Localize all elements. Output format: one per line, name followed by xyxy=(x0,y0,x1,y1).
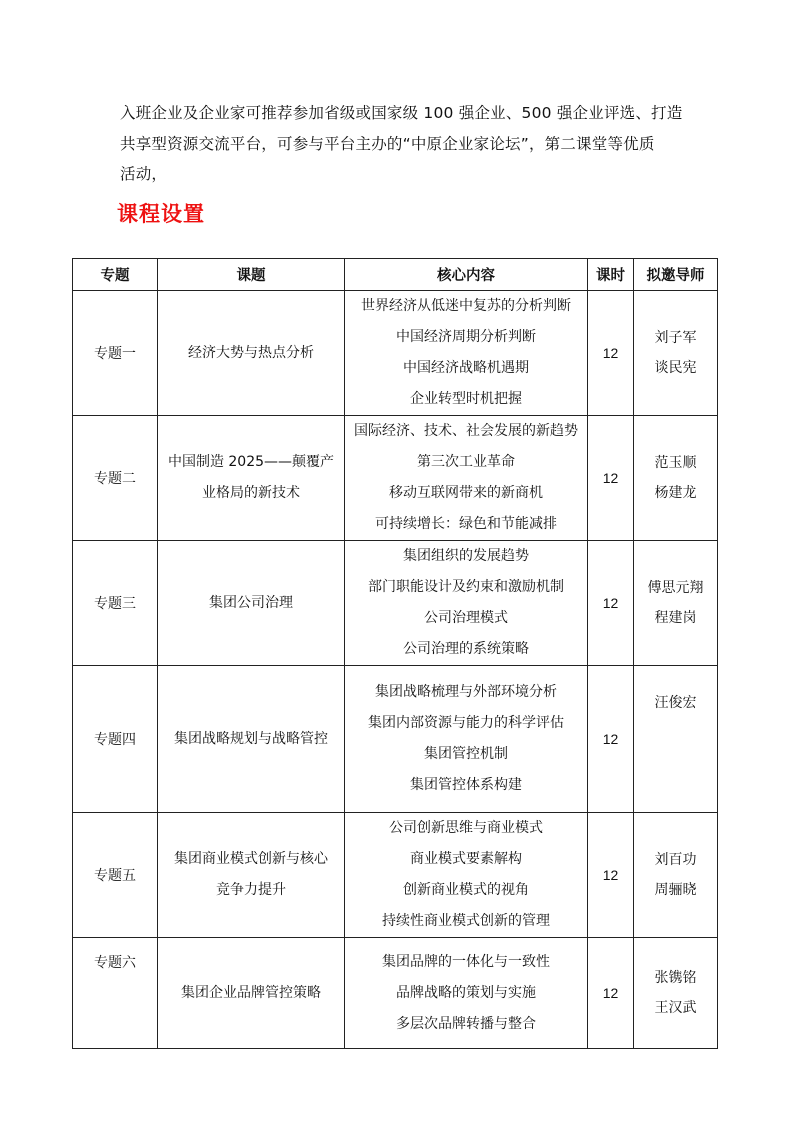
table-row xyxy=(73,813,718,938)
hours-cell: 12 xyxy=(588,416,634,541)
teachers-cell xyxy=(634,416,718,541)
content-line: 公司治理模式 xyxy=(424,610,508,626)
content-line: 创新商业模式的视角 xyxy=(403,882,529,898)
content-line: 多层次品牌转播与整合 xyxy=(396,1015,536,1032)
subject-line: 业格局的新技术 xyxy=(202,485,300,501)
teacher-name: 张镌铭 xyxy=(654,970,697,986)
subject-cell xyxy=(158,666,345,813)
teacher-name: 杨建龙 xyxy=(654,485,697,501)
topic-cell: 专题二 xyxy=(73,416,158,541)
content-cell xyxy=(345,938,588,1049)
intro-line: 活动， xyxy=(120,165,168,183)
table-row xyxy=(73,416,718,541)
teachers-cell xyxy=(634,291,718,416)
subject-line: 集团商业模式创新与核心 xyxy=(174,851,328,867)
subject-cell xyxy=(158,541,345,666)
topic-cell: 专题六 xyxy=(73,938,158,1049)
table-row xyxy=(73,938,718,1049)
teachers-cell xyxy=(634,666,718,813)
content-line: 可持续增长：绿色和节能减排 xyxy=(375,516,557,532)
content-line: 移动互联网带来的新商机 xyxy=(389,485,543,501)
table-row xyxy=(73,291,718,416)
content-line: 集团组织的发展趋势 xyxy=(403,548,529,564)
hours-cell: 12 xyxy=(588,938,634,1049)
content-line: 品牌战略的策划与实施 xyxy=(396,984,536,1001)
table-row xyxy=(73,666,718,813)
content-line: 公司创新思维与商业模式 xyxy=(389,820,543,836)
content-line: 中国经济战略机遇期 xyxy=(403,360,529,376)
content-cell xyxy=(345,666,588,813)
content-cell xyxy=(345,291,588,416)
subject-line: 集团公司治理 xyxy=(209,594,293,611)
subject-line: 竞争力提升 xyxy=(216,882,286,898)
intro-line: 入班企业及企业家可推荐参加省级或国家级 100 强企业、500 强企业评选、打造 xyxy=(120,104,683,122)
course-table xyxy=(72,258,718,1049)
content-line: 集团管控机制 xyxy=(424,746,508,762)
content-line: 企业转型时机把握 xyxy=(410,391,522,407)
hours-cell: 12 xyxy=(588,541,634,666)
teacher-name: 刘子军 xyxy=(654,330,697,346)
topic-cell: 专题一 xyxy=(73,291,158,416)
content-line: 中国经济周期分析判断 xyxy=(396,329,536,345)
teacher-name: 谈民宪 xyxy=(654,360,697,376)
teacher-name: 傅思元翔 xyxy=(647,580,704,596)
table-row xyxy=(73,541,718,666)
content-line: 公司治理的系统策略 xyxy=(403,641,529,657)
subject-line: 中国制造 2025——颠覆产 xyxy=(167,454,335,470)
hours-cell: 12 xyxy=(588,291,634,416)
teachers-cell xyxy=(634,541,718,666)
teacher-name: 范玉顺 xyxy=(654,455,697,471)
content-line: 部门职能设计及约束和激励机制 xyxy=(368,579,564,595)
subject-line: 集团战略规划与战略管控 xyxy=(174,730,328,747)
intro-line: 共享型资源交流平台，可参与平台主办的“中原企业家论坛”，第二课堂等优质 xyxy=(120,134,655,153)
topic-cell: 专题三 xyxy=(73,541,158,666)
teacher-name: 程建岗 xyxy=(654,610,697,626)
content-line: 集团管控体系构建 xyxy=(410,777,522,793)
content-line: 集团战略梳理与外部环境分析 xyxy=(375,684,557,700)
hours-cell: 12 xyxy=(588,666,634,813)
topic-cell: 专题四 xyxy=(73,666,158,813)
intro-paragraph xyxy=(120,98,683,190)
teacher-name: 刘百功 xyxy=(654,852,697,868)
content-line: 世界经济从低迷中复苏的分析判断 xyxy=(361,298,571,314)
header-content: 核心内容 xyxy=(345,259,588,291)
header-subject: 课题 xyxy=(158,259,345,291)
content-line: 商业模式要素解构 xyxy=(410,851,522,867)
header-teachers: 拟邀导师 xyxy=(634,259,718,291)
content-cell xyxy=(345,541,588,666)
teacher-name: 汪俊宏 xyxy=(654,695,697,711)
teacher-name: 周骊晓 xyxy=(654,882,697,898)
teachers-cell xyxy=(634,813,718,938)
content-cell xyxy=(345,416,588,541)
subject-line: 经济大势与热点分析 xyxy=(188,344,314,361)
topic-cell: 专题五 xyxy=(73,813,158,938)
subject-cell xyxy=(158,291,345,416)
content-line: 国际经济、技术、社会发展的新趋势 xyxy=(354,423,578,439)
content-line: 持续性商业模式创新的管理 xyxy=(382,913,550,929)
subject-cell xyxy=(158,416,345,541)
subject-cell xyxy=(158,938,345,1049)
section-title: 课程设置 xyxy=(117,202,205,226)
teacher-name: 王汉武 xyxy=(654,1000,697,1016)
hours-cell: 12 xyxy=(588,813,634,938)
content-line: 第三次工业革命 xyxy=(417,454,515,470)
content-line: 集团品牌的一体化与一致性 xyxy=(382,953,550,970)
content-line: 集团内部资源与能力的科学评估 xyxy=(368,715,564,731)
subject-cell xyxy=(158,813,345,938)
header-topic: 专题 xyxy=(73,259,158,291)
teachers-cell xyxy=(634,938,718,1049)
table-header-row xyxy=(73,259,718,291)
content-cell xyxy=(345,813,588,938)
header-hours: 课时 xyxy=(588,259,634,291)
subject-line: 集团企业品牌管控策略 xyxy=(181,984,321,1001)
